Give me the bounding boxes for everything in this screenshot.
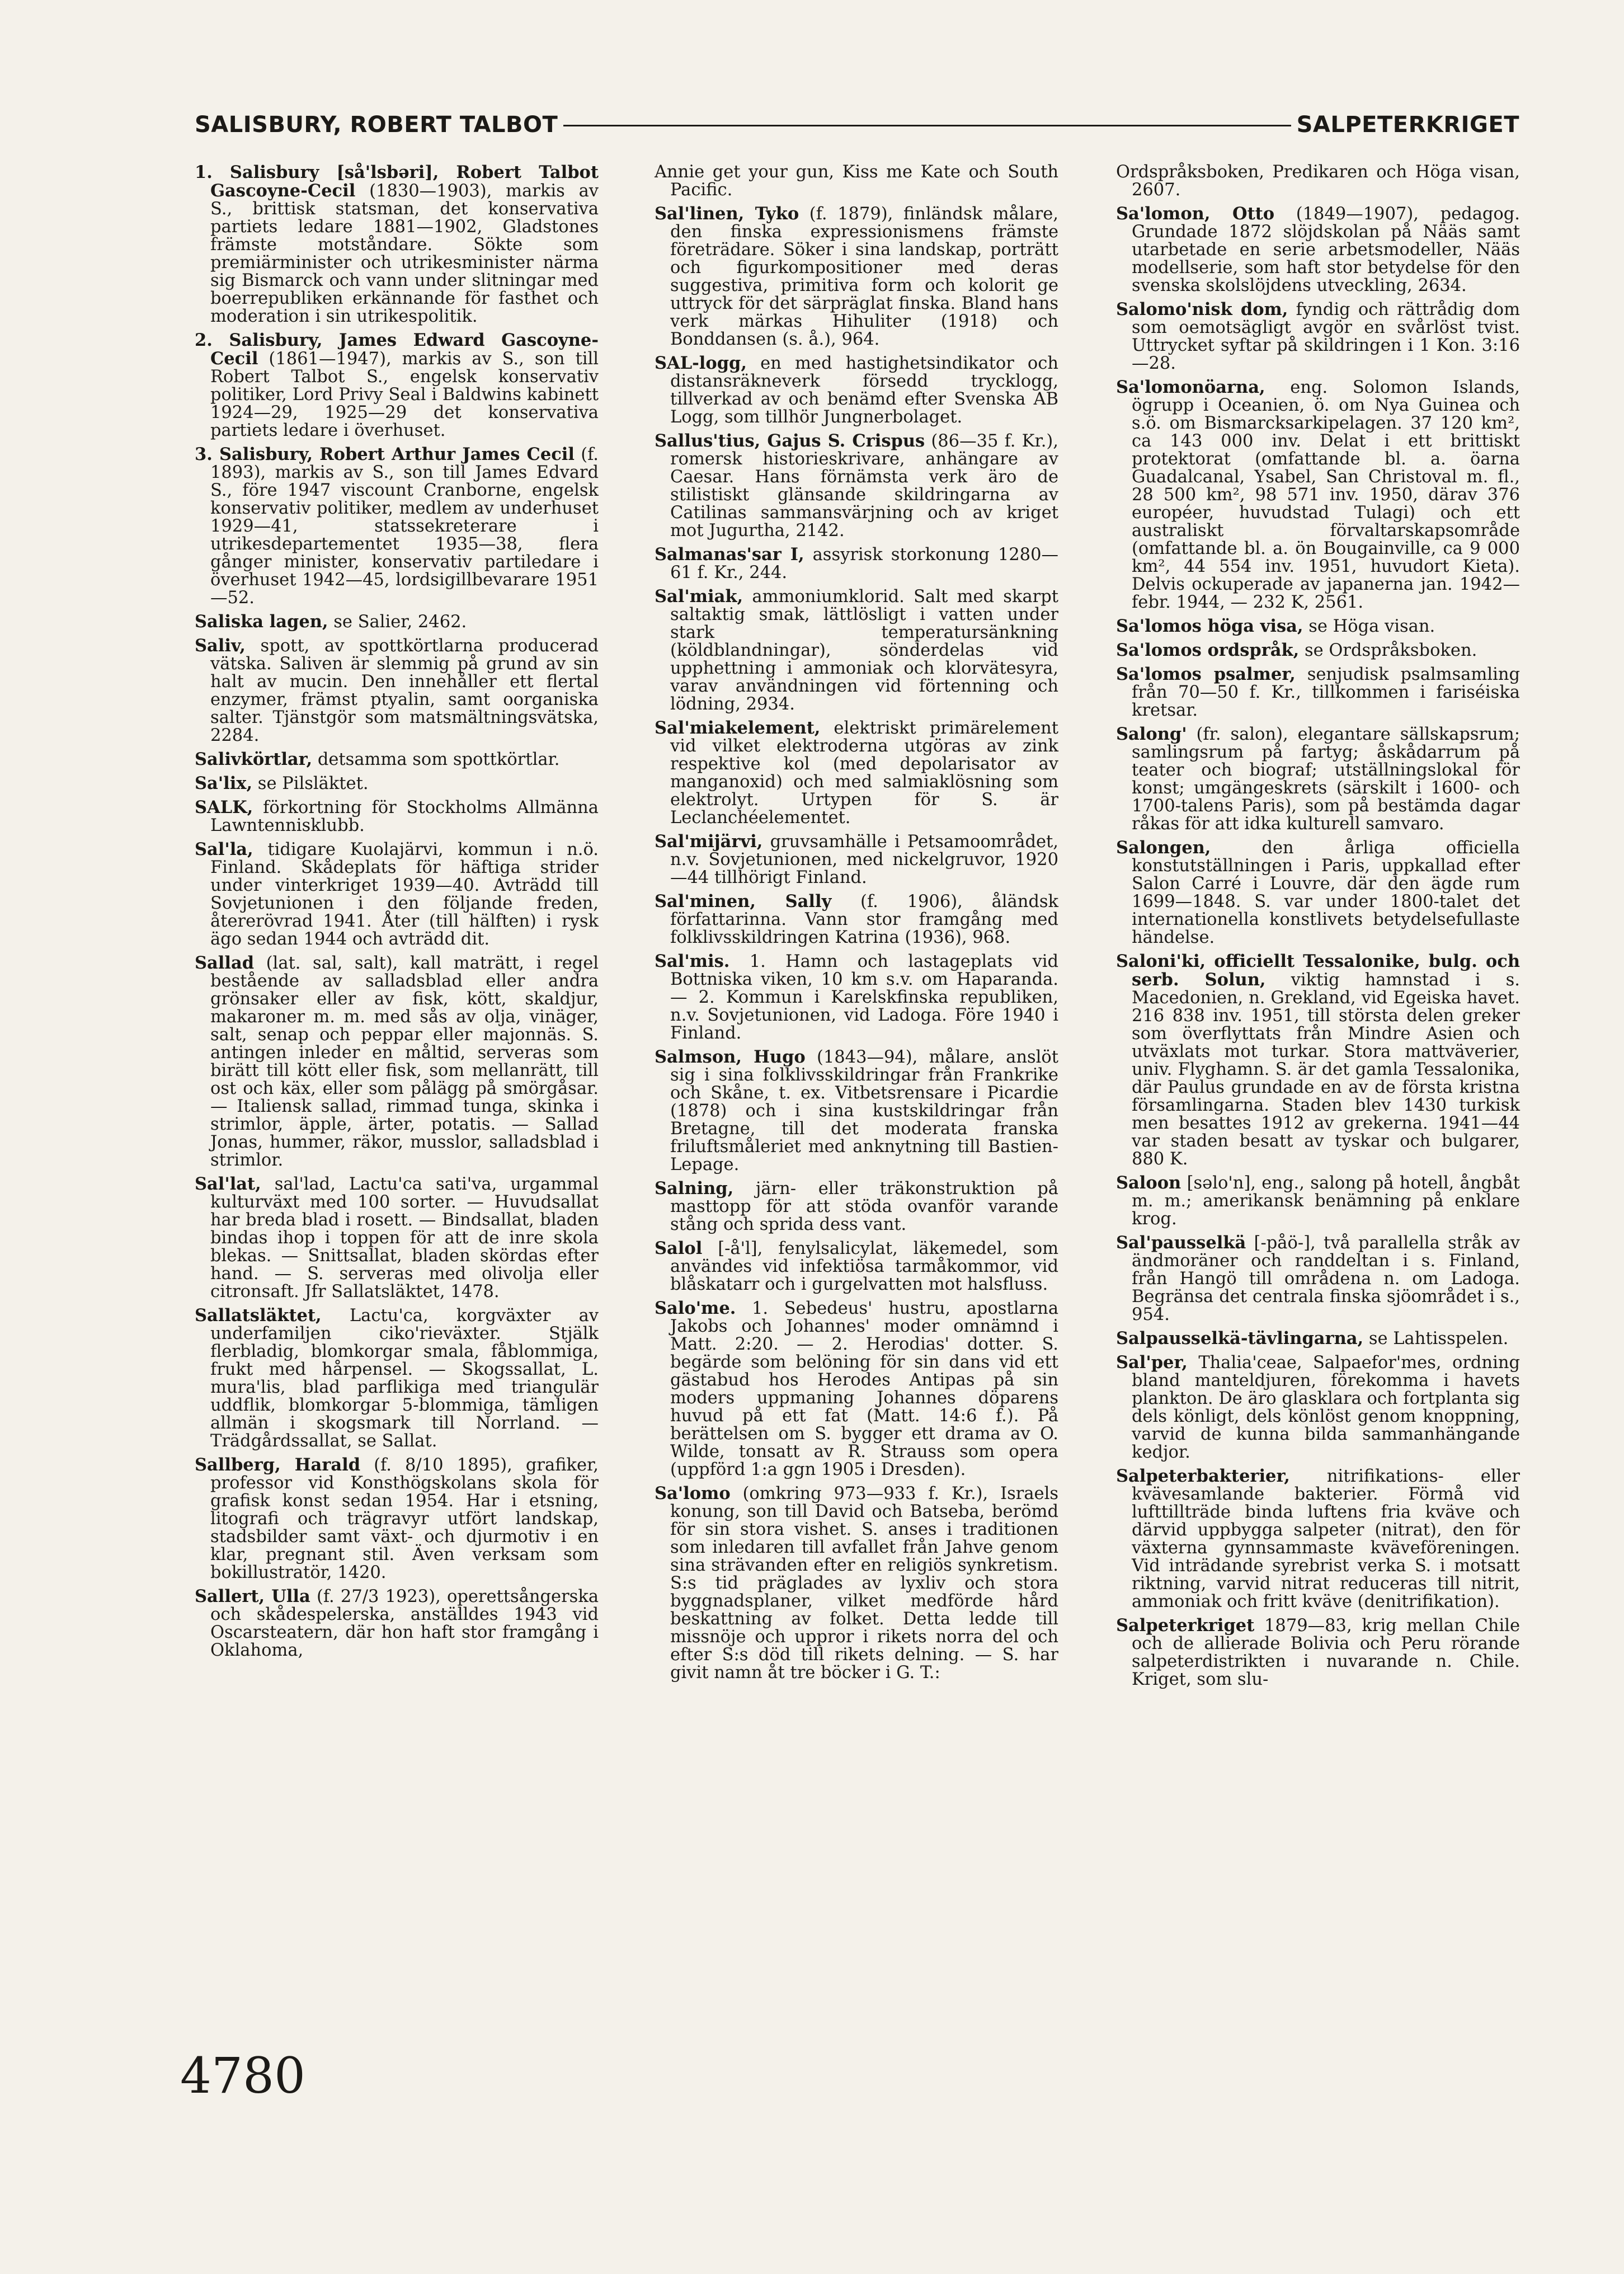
entry-text: nitrifikations- eller kvävesamlande bakterier. Förmå vid lufttillträde binda luftens fria kväve och därvid uppbygga salpeter (nitrat), den för växterna gynnsammaste kväveföreningen. Vid inträdande syrebrist verka S. i motsatt riktning, varvid nitrat reduceras till nitrit, ammoniak och fritt kväve (denitrifikation). xyxy=(1132,1467,1520,1611)
encyclopedia-entry xyxy=(195,774,599,793)
encyclopedia-entry xyxy=(195,1175,599,1301)
entry-headword: Sal'pausselkä xyxy=(1116,1233,1246,1253)
entry-headword: Sal'miak, xyxy=(655,586,743,607)
entry-headword: 3. Salisbury, Robert Arthur James Cecil xyxy=(195,444,575,464)
text-column-2 xyxy=(655,163,1058,1954)
encyclopedia-entry xyxy=(195,445,599,607)
entry-headword: Sal'lat, xyxy=(195,1174,261,1194)
encyclopedia-entry xyxy=(1116,300,1520,373)
encyclopedia-entry xyxy=(195,750,599,769)
encyclopedia-entry xyxy=(655,205,1058,349)
entry-headword: SAL-logg, xyxy=(655,353,747,373)
encyclopedia-entry xyxy=(655,1180,1058,1234)
entry-text: eng. Solomon Islands, ögrupp i Oceanien, ö. om Nya Guinea och s.ö. om Bismarcksarkipelagen. 37 120 km², ca 143 000 inv. Delat i ett brittiskt protektorat (omfattande bl. a. öarna Guadalcanal, Ysabel, San Christoval m. fl., 28 500 km², 98 571 inv. 1950, därav 376 européer, huvudstad Tulagi) och ett australiskt förvaltarskapsområde (omfattande bl. a. ön Bougainville, ca 9 000 km², 44 554 inv. 1951, huvudort Kieta). Delvis ockuperade av japanerna jan. 1942—febr. 1944, — 232 K, 2561. xyxy=(1132,378,1520,612)
entry-headword: Saliv, xyxy=(195,636,246,656)
entry-text: en med hastighetsindikator och distansräkneverk försedd trycklogg, tillverkad av och benämd efter Svenska AB Logg, som tillhör Jungnerbolaget. xyxy=(670,354,1058,427)
encyclopedia-entry xyxy=(655,1239,1058,1294)
entry-headword: Sal'per, xyxy=(1116,1352,1188,1373)
entry-text: se Höga visan. xyxy=(1303,617,1435,636)
encyclopedia-entry xyxy=(195,637,599,745)
entry-text: se Pilsläktet. xyxy=(252,774,369,793)
entry-text: (1861—1947), markis av S., son till Robert Talbot S., engelsk konservativ politiker, Lord Privy Seal i Baldwins kabinett 1924—29, 1925—29 det konservativa partiets ledare i överhuset. xyxy=(210,349,599,440)
entry-text: fyndig och rättrådig dom som oemotsägligt avgör en svårlöst tvist. Uttrycket syftar på skildringen i 1 Kon. 3:16—28. xyxy=(1132,300,1520,373)
entry-headword: Sal'la, xyxy=(195,839,253,859)
entry-headword: Saloon xyxy=(1116,1173,1181,1193)
entry-text: senjudisk psalmsamling från 70—50 f. Kr., tillkommen i fariséiska kretsar. xyxy=(1132,665,1521,720)
entry-text: (fr. salon), elegantare sällskapsrum; samlingsrum på fartyg; åskådarrum på teater och biograf; utställningslokal för konst; umgängeskrets (särskilt i 1600- och 1700-talens Paris), som på bestämda dagar råkas för att idka kulturell samvaro. xyxy=(1132,725,1520,834)
entry-text: 1879—83, krig mellan Chile och de allierade Bolivia och Peru rörande salpeterdistrikten i nuvarande n. Chile. Kriget, som slu- xyxy=(1132,1616,1520,1689)
entry-text: (1843—94), målare, anslöt sig i sina folklivsskildringar från Frankrike och Skåne, t. ex. Vitbetsrensare i Picardie (1878) och i sina kustskildringar från Bretagne, till det moderata franska friluftsmåleriet med anknytning till Bastien-Lepage. xyxy=(670,1047,1058,1174)
entry-headword: Sal'linen, Tyko xyxy=(655,204,799,224)
entry-headword: Salpeterbakterier, xyxy=(1116,1466,1290,1486)
encyclopedia-entry xyxy=(1116,665,1520,720)
encyclopedia-entry xyxy=(1116,1174,1520,1228)
entry-headword: Saloni'ki, officiellt Tessalonike, bulg. och serb. Solun, xyxy=(1116,951,1520,990)
entry-text: Ordspråksboken, Predikaren och Höga visan, 2607. xyxy=(1116,162,1520,200)
entry-headword: Salomo'nisk dom, xyxy=(1116,299,1288,320)
entry-text: (lat. sal, salt), kall maträtt, i regel bestående av salladsblad eller andra grönsaker eller av fisk, kött, skaldjur, makaroner m. m. med sås av olja, vinäger, salt, senap och peppar eller majonnäs. S. antingen inleder en måltid, serveras som birätt till kött eller fisk, som mellanrätt, till ost och käx, eller som pålägg på smörgåsar. — Italiensk sallad, rimmad tunga, skinka i strimlor, äpple, ärter, potatis. — Sallad Jonas, hummer, räkor, musslor, salladsblad i strimlor. xyxy=(210,953,599,1170)
entry-headword: Sa'lomon, Otto xyxy=(1116,204,1275,224)
entry-text: (1849—1907), pedagog. Grundade 1872 slöjdskolan på Nääs samt utarbetade en serie arbetsmodeller, Nääs modellserie, som haft stor betydelse för den svenska skolslöjdens utveckling, 2634. xyxy=(1132,204,1520,295)
encyclopedia-entry xyxy=(1116,952,1520,1168)
entry-headword: Salongen, xyxy=(1116,838,1211,858)
entry-headword: Sa'lomos ordspråk, xyxy=(1116,640,1300,660)
encyclopedia-entry xyxy=(1116,163,1520,199)
entry-text: Lactu'ca, korgväxter av underfamiljen ciko'rieväxter. Stjälk flerbladig, blomkorgar smala, fåblommiga, frukt med hårpensel. — Skogssallat, L. mura'lis, blad parflikiga med triangulär uddflik, blomkorgar 5-blommiga, tämligen allmän i skogsmark till Norrland. — Trädgårdssallat, se Sallat. xyxy=(210,1306,599,1451)
encyclopedia-entry xyxy=(1116,725,1520,833)
page-number: 4780 xyxy=(180,2047,305,2104)
entry-headword: Sal'minen, Sally xyxy=(655,891,832,912)
encyclopedia-entry xyxy=(195,798,599,835)
entry-text: [-å'l], fenylsalicylat, läkemedel, som användes vid infektiösa tarmåkommor, vid blåskatarr och i gurgelvatten mot halsfluss. xyxy=(670,1239,1058,1294)
entry-headword: Sa'lomo xyxy=(655,1483,731,1504)
encyclopedia-entry xyxy=(655,588,1058,713)
entry-text: viktig hamnstad i s. Macedonien, n. Grekland, vid Egeiska havet. 216 838 inv. 1951, till största delen greker som överflyttats från Mindre Asien och utväxlats mot turkar. Stora mattväverier, univ. Flyghamn. S. är det gamla Tessalonika, där Paulus grundade en av de första kristna församlingarna. Staden blev 1430 turkisk men besattes 1912 av grekerna. 1941—44 var staden besatt av tyskar och bulgarer, 880 K. xyxy=(1132,970,1520,1169)
encyclopedia-entry xyxy=(195,1456,599,1582)
entry-text: (f. 8/10 1895), grafiker, professor vid Konsthögskolans skola för grafisk konst sedan 1954. Har i etsning, litografi och trägravyr utfört landskap, stadsbilder samt växt- och djurmotiv i en klar, pregnant stil. Även verksam som bokillustratör, 1420. xyxy=(210,1455,599,1582)
entry-headword: Sallus'tius, Gajus S. Crispus xyxy=(655,431,925,451)
encyclopedia-entry xyxy=(195,163,599,326)
encyclopedia-entry xyxy=(1116,641,1520,660)
encyclopedia-entry xyxy=(655,892,1058,947)
entry-headword: Salmanas'sar I, xyxy=(655,544,804,565)
encyclopedia-entry xyxy=(195,1587,599,1660)
entry-text: se Lahtisspelen. xyxy=(1363,1329,1509,1349)
entry-text: (f. 1906), åländsk författarinna. Vann stor framgång med folklivsskildringen Katrina (1936), 968. xyxy=(670,892,1058,947)
encyclopedia-entry xyxy=(655,432,1058,540)
entry-headword: Sal'miakelement, xyxy=(655,718,821,738)
entry-headword: Sal'mijärvi, xyxy=(655,831,763,852)
encyclopedia-entry xyxy=(1116,1234,1520,1324)
encyclopedia-entry xyxy=(1116,839,1520,947)
entry-headword: Sa'lix, xyxy=(195,773,253,793)
entry-headword: Salning, xyxy=(655,1178,734,1199)
entry-text: förkortning för Stockholms Allmänna Lawntennisklubb. xyxy=(210,798,599,835)
entry-text: [səlo'n], eng., salong på hotell, ångbåt m. m.; amerikansk benämning på enklare krog. xyxy=(1132,1173,1520,1229)
running-header xyxy=(195,105,1519,144)
encyclopedia-entry xyxy=(1116,1617,1520,1689)
text-column-3 xyxy=(1116,163,1520,1954)
encyclopedia-entry xyxy=(655,546,1058,582)
encyclopedia-entry xyxy=(655,952,1058,1042)
entry-headword: Sal'mis. xyxy=(655,951,730,971)
encyclopedia-entry xyxy=(655,354,1058,426)
entry-text: assyrisk storkonung 1280—61 f. Kr., 244. xyxy=(670,545,1058,582)
encyclopedia-entry xyxy=(195,1307,599,1450)
entry-headword: Salpausselkä-tävlingarna, xyxy=(1116,1328,1364,1349)
text-column-1 xyxy=(195,163,599,1954)
entry-text: se Salier, 2462. xyxy=(328,612,467,632)
encyclopedia-entry xyxy=(195,954,599,1169)
encyclopedia-entry xyxy=(1116,1467,1520,1611)
entry-headword: Sallberg, Harald xyxy=(195,1455,361,1475)
encyclopedia-entry xyxy=(655,163,1058,199)
entry-headword: 2. Salisbury, James Edward Gascoyne-Cecil xyxy=(195,330,599,369)
entry-text: detsamma som spottkörtlar. xyxy=(312,750,560,769)
entry-headword: 1. Salisbury [så'lsbəri], Robert Talbot Gascoyne-Cecil xyxy=(195,162,599,201)
encyclopedia-entry xyxy=(655,719,1058,827)
entry-text: Thalia'ceae, Salpaefor'mes, ordning bland manteldjuren, förekomma i havets plankton. De äro glasklara och fortplanta sig dels könligt, dels könlöst genom knoppning, varvid de kunna bilda sammanhängande kedjor. xyxy=(1132,1353,1520,1462)
encyclopedia-entry xyxy=(1116,1354,1520,1462)
entry-text: (1830—1903), markis av S., brittisk statsman, det konservativa partiets ledare 1881—1902, Gladstones främste motståndare. Sökte som premiärminister och utrikesminister närma sig Bismarck och vann under slitningar med boerrepubliken erkännande för fasthet och moderation i sin utrikespolitik. xyxy=(210,181,599,326)
entry-headword: SALK, xyxy=(195,797,253,817)
entry-text: (f. 1879), finländsk målare, den finska expressionismens främste företrädare. Söker i sina landskap, porträtt och figurkompositioner med deras suggestiva, primitiva form och kolorit ge uttryck för det särpräglat finska. Bland hans verk märkas Hihuliter (1918) och Bonddansen (s. å.), 964. xyxy=(670,204,1059,349)
encyclopedia-entry xyxy=(1116,205,1520,295)
entry-text: elektriskt primärelement vid vilket elektroderna utgöras av zink respektive kol (med depolarisator av manganoxid) och med salmiaklösning som elektrolyt. Urtypen för S. är Leclanchéelementet. xyxy=(670,718,1058,828)
encyclopedia-entry xyxy=(1116,1329,1520,1348)
encyclopedia-entry xyxy=(655,833,1058,887)
entry-headword: Sallad xyxy=(195,953,255,973)
entry-text: se Ordspråksboken. xyxy=(1299,641,1477,660)
entry-text: järn- eller träkonstruktion på masttopp för att stöda ovanför varande stång och sprida dess vant. xyxy=(670,1179,1058,1234)
entry-text: 1. Hamn och lastageplats vid Bottniska viken, 10 km s.v. om Haparanda. — 2. Kommun i Karelskfinska republiken, n.v. Sovjetunionen, vid Ladoga. Före 1940 i Finland. xyxy=(670,952,1058,1043)
entry-text: ammoniumklorid. Salt med skarpt saltaktig smak, lättlösligt i vatten under stark temperatursänkning (köldblandningar), sönderdelas vid upphettning i ammoniak och klorvätesyra, varav användningen vid förtenning och lödning, 2934. xyxy=(670,587,1058,714)
entry-text: [-påö-], två parallella stråk av ändmoräner och randdeltan i s. Finland, från Hangö till områdena n. om Ladoga. Begränsa det centrala finska sjöområdet i s., 954. xyxy=(1132,1233,1520,1324)
entry-headword: Sallert, Ulla xyxy=(195,1586,310,1606)
entry-text: (86—35 f. Kr.), romersk historieskrivare, anhängare av Caesar. Hans förnämsta verk äro de stilistiskt glänsande skildringarna av Catilinas sammansvärjning och av kriget mot Jugurtha, 2142. xyxy=(670,431,1058,541)
entry-text: gruvsamhälle i Petsamoområdet, n.v. Sovjetunionen, med nickelgruvor, 1920—44 tillhörigt Finland. xyxy=(670,832,1058,887)
header-first-entry: SALISBURY, ROBERT TALBOT xyxy=(189,105,563,144)
entry-text: Annie get your gun, Kiss me Kate och South Pacific. xyxy=(655,162,1058,200)
encyclopedia-entry xyxy=(1116,617,1520,636)
entry-headword: Salol xyxy=(655,1238,703,1258)
entry-text: (omkring 973—933 f. Kr.), Israels konung, son till David och Batseba, berömd för sin stora vishet. S. anses i traditionen som inledaren till avfallet från Jahve genom sina strävanden efter en religiös synkretism. S:s tid präglades av lyxliv och stora byggnadsplaner, vilket medförde hård beskattning av folket. Detta ledde till missnöje och uppror i rikets norra del och efter S:s död till rikets delning. — S. har givit namn åt tre böcker i G. T.: xyxy=(670,1484,1058,1683)
entry-headword: Sa'lomos psalmer, xyxy=(1116,664,1296,684)
entry-headword: Sa'lomos höga visa, xyxy=(1116,616,1303,636)
entry-headword: Salong' xyxy=(1116,724,1187,744)
encyclopedia-entry xyxy=(195,613,599,631)
entry-headword: Sa'lomonöarna, xyxy=(1116,377,1265,397)
entry-headword: Saliska lagen, xyxy=(195,612,328,632)
encyclopedia-entry xyxy=(195,840,599,948)
encyclopedia-entry xyxy=(195,331,599,440)
encyclopedia-entry xyxy=(1116,378,1520,612)
entry-text: 1. Sebedeus' hustru, apostlarna Jakobs och Johannes' moder omnämnd i Matt. 2:20. — 2. Herodias' dotter. S. begärde som belöning för sin dans vid ett gästabud hos Herodes Antipas på sin moders uppmaning Johannes döparens huvud på ett fat (Matt. 14:6 f.). På berättelsen om S. bygger ett drama av O. Wilde, tonsatt av R. Strauss som opera (uppförd 1:a ggn 1905 i Dresden). xyxy=(670,1299,1058,1479)
entry-headword: Salpeterkriget xyxy=(1116,1615,1255,1636)
encyclopedia-entry xyxy=(655,1299,1058,1479)
entry-headword: Salo'me. xyxy=(655,1298,736,1318)
entry-text: sal'lad, Lactu'ca sati'va, urgammal kulturväxt med 100 sorter. — Huvudsallat har breda blad i rosett. — Bindsallat, bladen bindas ihop i toppen för att de inre skola blekas. — Snittsallat, bladen skördas efter hand. — S. serveras med olivolja eller citronsaft. Jfr Sallatsläktet, 1478. xyxy=(210,1174,599,1302)
header-last-entry: SALPETERKRIGET xyxy=(1291,105,1525,144)
entry-text: (f. 27/3 1923), operettsångerska och skådespelerska, anställdes 1943 vid Oscarsteatern, där hon haft stor framgång i Oklahoma, xyxy=(210,1587,599,1660)
entry-headword: Salivkörtlar, xyxy=(195,749,313,769)
entry-text: den årliga officiella konstutställningen i Paris, uppkallad efter Salon Carré i Louvre, där den ägde rum 1699—1848. S. var under 1800-talet det internationella konstlivets betydelsefullaste händelse. xyxy=(1132,838,1520,947)
entry-text: spott, av spottkörtlarna producerad vätska. Saliven är slemmig på grund av sin halt av mucin. Den innehåller ett flertal enzymer, främst ptyalin, samt oorganiska salter. Tjänstgör som matsmältningsvätska, 2284. xyxy=(210,636,599,745)
entry-text: tidigare Kuolajärvi, kommun i n.ö. Finland. Skådeplats för häftiga strider under vinterkriget 1939—40. Avträdd till Sovjetunionen i den följande freden, återerövrad 1941. Åter (till hälften) i rysk ägo sedan 1944 och avträdd dit. xyxy=(210,840,599,949)
entry-headword: Salmson, Hugo xyxy=(655,1047,806,1067)
entry-headword: Sallatsläktet, xyxy=(195,1305,322,1326)
entry-text: (f. 1893), markis av S., son till James Edvard S., före 1947 viscount Cranborne, engelsk konservativ politiker, medlem av underhuset 1929—41, statssekreterare i utrikesdepartementet 1935—38, flera gånger minister, konservativ partiledare i överhuset 1942—45, lordsigillbevarare 1951—52. xyxy=(210,445,599,608)
encyclopedia-entry xyxy=(655,1048,1058,1174)
encyclopedia-entry xyxy=(655,1484,1058,1682)
